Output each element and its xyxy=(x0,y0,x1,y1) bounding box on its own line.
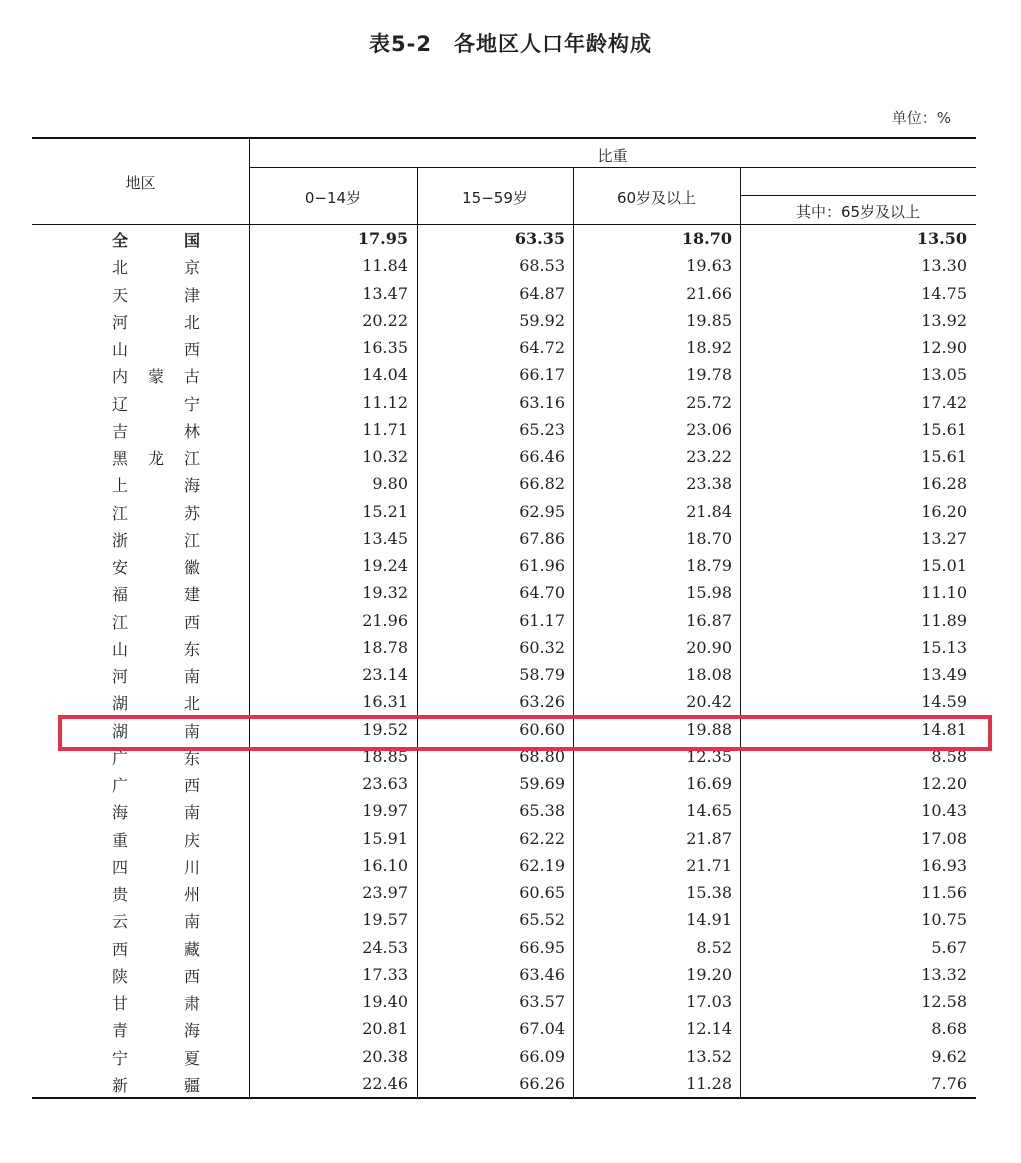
region-name: 辽宁 xyxy=(112,394,200,414)
table-row xyxy=(32,417,976,444)
value-cell: 65.38 xyxy=(519,801,565,821)
value-cell: 19.40 xyxy=(362,992,408,1011)
value-cell: 13.27 xyxy=(921,528,967,548)
table-row xyxy=(32,689,976,716)
region-name: 新疆 xyxy=(112,1075,200,1095)
table-row xyxy=(32,608,976,635)
value-cell: 13.32 xyxy=(921,964,967,984)
value-cell: 14.59 xyxy=(921,692,967,712)
value-cell: 13.30 xyxy=(921,256,967,276)
value-cell: 61.96 xyxy=(519,556,565,575)
value-cell: 66.26 xyxy=(519,1073,565,1093)
table-row xyxy=(32,907,976,934)
region-name: 贵州 xyxy=(112,885,200,904)
value-cell: 21.66 xyxy=(686,283,732,303)
value-cell: 18.08 xyxy=(686,665,732,684)
value-cell: 10.43 xyxy=(921,801,967,821)
value-cell: 23.14 xyxy=(362,665,408,684)
group-header-rule xyxy=(249,167,976,168)
value-cell: 18.70 xyxy=(686,528,732,548)
value-cell: 11.89 xyxy=(921,610,967,630)
value-cell: 66.17 xyxy=(519,365,565,385)
table-row xyxy=(32,962,976,989)
table-row xyxy=(32,362,976,389)
table-row xyxy=(32,471,976,498)
region-name: 浙江 xyxy=(112,530,200,550)
value-cell: 14.75 xyxy=(921,283,967,303)
value-cell: 11.56 xyxy=(921,883,967,902)
table-row xyxy=(32,526,976,553)
value-cell: 16.69 xyxy=(686,774,732,793)
value-cell: 12.58 xyxy=(921,992,967,1011)
value-cell: 15.61 xyxy=(921,419,967,439)
table-row xyxy=(32,253,976,280)
value-cell: 9.62 xyxy=(931,1046,967,1066)
value-cell: 20.22 xyxy=(362,310,408,330)
value-cell: 11.28 xyxy=(686,1073,732,1093)
value-cell: 64.72 xyxy=(519,338,565,357)
value-cell: 23.22 xyxy=(686,447,732,466)
value-cell: 13.52 xyxy=(686,1046,732,1066)
table-row xyxy=(32,444,976,471)
value-cell: 60.65 xyxy=(519,883,565,902)
region-name: 山东 xyxy=(112,639,200,659)
value-cell: 59.92 xyxy=(519,310,565,330)
value-cell: 13.92 xyxy=(921,310,967,330)
table-row xyxy=(32,880,976,907)
value-cell: 62.95 xyxy=(519,501,565,521)
value-cell: 12.20 xyxy=(921,774,967,793)
value-cell: 15.98 xyxy=(686,583,732,603)
value-cell: 19.24 xyxy=(362,556,408,575)
value-cell: 10.75 xyxy=(921,910,967,930)
unit-label: 单位：% xyxy=(891,109,951,127)
value-cell: 65.52 xyxy=(519,910,565,930)
value-cell: 66.82 xyxy=(519,474,565,494)
table-row xyxy=(32,308,976,335)
value-cell: 10.32 xyxy=(362,447,408,466)
value-cell: 21.84 xyxy=(686,501,732,521)
value-cell: 11.10 xyxy=(921,583,967,603)
value-cell: 15.13 xyxy=(921,637,967,657)
value-cell: 23.38 xyxy=(686,474,732,494)
value-cell: 25.72 xyxy=(686,392,732,412)
table-row xyxy=(32,826,976,853)
value-cell: 20.90 xyxy=(686,637,732,657)
value-cell: 19.63 xyxy=(686,256,732,276)
region-name: 上海 xyxy=(112,476,200,496)
value-cell: 63.57 xyxy=(519,992,565,1011)
header-group: 比重 xyxy=(597,147,628,165)
table-header-rule xyxy=(32,224,976,225)
region-name: 四川 xyxy=(112,857,200,877)
value-cell: 23.63 xyxy=(362,774,408,793)
value-cell: 13.50 xyxy=(916,229,967,248)
value-cell: 18.78 xyxy=(362,637,408,657)
region-name: 黑龙江 xyxy=(112,449,200,468)
value-cell: 8.52 xyxy=(696,937,732,957)
value-cell: 19.78 xyxy=(686,365,732,385)
region-name: 广东 xyxy=(112,748,200,768)
value-cell: 21.96 xyxy=(362,610,408,630)
region-name: 宁夏 xyxy=(112,1048,200,1068)
region-name: 福建 xyxy=(112,585,200,605)
value-cell: 13.47 xyxy=(362,283,408,303)
table-row xyxy=(32,499,976,526)
value-cell: 7.76 xyxy=(931,1073,967,1093)
value-cell: 15.91 xyxy=(362,828,408,848)
value-cell: 19.88 xyxy=(686,719,732,739)
value-cell: 8.68 xyxy=(931,1019,967,1039)
value-cell: 58.79 xyxy=(519,665,565,684)
value-cell: 19.20 xyxy=(686,964,732,984)
value-cell: 20.42 xyxy=(686,692,732,712)
value-cell: 18.92 xyxy=(686,338,732,357)
value-cell: 13.05 xyxy=(921,365,967,385)
value-cell: 66.09 xyxy=(519,1046,565,1066)
value-cell: 64.70 xyxy=(519,583,565,603)
value-cell: 17.33 xyxy=(362,964,408,984)
region-name: 陕西 xyxy=(112,966,200,986)
value-cell: 23.06 xyxy=(686,419,732,439)
value-cell: 16.28 xyxy=(921,474,967,494)
table-row xyxy=(32,580,976,607)
value-cell: 17.08 xyxy=(921,828,967,848)
subgroup-header-rule xyxy=(740,195,976,196)
value-cell: 65.23 xyxy=(519,419,565,439)
region-name: 河南 xyxy=(112,667,200,686)
table-row xyxy=(32,1071,976,1098)
table-row xyxy=(32,390,976,417)
table-row xyxy=(32,335,976,362)
value-cell: 60.60 xyxy=(519,719,565,739)
value-cell: 20.81 xyxy=(362,1019,408,1039)
table-row xyxy=(32,635,976,662)
table-row xyxy=(32,771,976,798)
value-cell: 19.97 xyxy=(362,801,408,821)
value-cell: 63.26 xyxy=(519,692,565,712)
value-cell: 15.01 xyxy=(921,556,967,575)
region-name: 天津 xyxy=(112,285,200,305)
region-name: 北京 xyxy=(112,258,200,278)
value-cell: 15.38 xyxy=(686,883,732,902)
table-row xyxy=(32,662,976,689)
value-cell: 17.95 xyxy=(357,229,408,248)
value-cell: 62.22 xyxy=(519,828,565,848)
value-cell: 19.52 xyxy=(362,719,408,739)
value-cell: 18.79 xyxy=(686,556,732,575)
region-name: 山西 xyxy=(112,340,200,359)
region-name: 河北 xyxy=(112,312,200,332)
value-cell: 16.31 xyxy=(362,692,408,712)
region-name: 重庆 xyxy=(112,830,200,850)
value-cell: 67.86 xyxy=(519,528,565,548)
value-cell: 8.58 xyxy=(931,746,967,766)
region-name: 西藏 xyxy=(112,939,200,959)
value-cell: 16.35 xyxy=(362,338,408,357)
table-row xyxy=(32,553,976,580)
value-cell: 18.85 xyxy=(362,746,408,766)
value-cell: 59.69 xyxy=(519,774,565,793)
value-cell: 16.20 xyxy=(921,501,967,521)
value-cell: 11.71 xyxy=(362,419,408,439)
value-cell: 63.16 xyxy=(519,392,565,412)
table-row xyxy=(32,935,976,962)
value-cell: 67.04 xyxy=(519,1019,565,1039)
value-cell: 13.45 xyxy=(362,528,408,548)
value-cell: 11.84 xyxy=(362,256,408,276)
value-cell: 14.91 xyxy=(686,910,732,930)
region-name: 广西 xyxy=(112,776,200,795)
value-cell: 18.70 xyxy=(681,229,732,248)
value-cell: 21.87 xyxy=(686,828,732,848)
value-cell: 68.80 xyxy=(519,746,565,766)
value-cell: 19.85 xyxy=(686,310,732,330)
value-cell: 61.17 xyxy=(519,610,565,630)
region-name: 内蒙古 xyxy=(112,367,200,387)
region-name: 江西 xyxy=(112,612,200,632)
value-cell: 66.46 xyxy=(519,447,565,466)
value-cell: 16.10 xyxy=(362,855,408,875)
value-cell: 66.95 xyxy=(519,937,565,957)
region-name: 湖北 xyxy=(112,694,200,714)
value-cell: 60.32 xyxy=(519,637,565,657)
value-cell: 9.80 xyxy=(372,474,408,494)
value-cell: 20.38 xyxy=(362,1046,408,1066)
region-name: 江苏 xyxy=(112,503,200,523)
region-name: 青海 xyxy=(112,1021,200,1041)
value-cell: 64.87 xyxy=(519,283,565,303)
value-cell: 14.81 xyxy=(921,719,967,739)
table-top-rule xyxy=(32,137,976,139)
value-cell: 15.61 xyxy=(921,447,967,466)
header-age-60-plus: 60岁及以上 xyxy=(616,189,697,207)
header-age-0-14: 0−14岁 xyxy=(304,189,362,207)
value-cell: 68.53 xyxy=(519,256,565,276)
value-cell: 22.46 xyxy=(362,1073,408,1093)
value-cell: 11.12 xyxy=(362,392,408,412)
value-cell: 13.49 xyxy=(921,665,967,684)
value-cell: 24.53 xyxy=(362,937,408,957)
table-title: 表5-2 各地区人口年龄构成 xyxy=(369,32,652,56)
value-cell: 19.57 xyxy=(362,910,408,930)
header-region: 地区 xyxy=(125,174,156,192)
table-row xyxy=(32,853,976,880)
table-row xyxy=(32,1016,976,1043)
region-name: 云南 xyxy=(112,912,200,932)
value-cell: 12.14 xyxy=(686,1019,732,1039)
value-cell: 14.65 xyxy=(686,801,732,821)
value-cell: 19.32 xyxy=(362,583,408,603)
table-row xyxy=(32,989,976,1016)
header-age-15-59: 15−59岁 xyxy=(462,189,528,207)
region-name: 甘肃 xyxy=(112,994,200,1013)
region-name: 安徽 xyxy=(112,558,200,577)
value-cell: 21.71 xyxy=(686,855,732,875)
value-cell: 14.04 xyxy=(362,365,408,385)
value-cell: 16.93 xyxy=(921,855,967,875)
value-cell: 63.46 xyxy=(519,964,565,984)
table-row xyxy=(32,798,976,825)
value-cell: 23.97 xyxy=(362,883,408,902)
value-cell: 12.35 xyxy=(686,746,732,766)
value-cell: 5.67 xyxy=(931,937,967,957)
region-name: 湖南 xyxy=(112,721,200,741)
value-cell: 17.03 xyxy=(686,992,732,1011)
region-name: 全国 xyxy=(112,231,200,250)
value-cell: 12.90 xyxy=(921,338,967,357)
table-row xyxy=(32,281,976,308)
table-row xyxy=(32,1044,976,1071)
value-cell: 16.87 xyxy=(686,610,732,630)
region-name: 吉林 xyxy=(112,421,200,441)
value-cell: 62.19 xyxy=(519,855,565,875)
value-cell: 15.21 xyxy=(362,501,408,521)
header-age-65-plus: 其中：65岁及以上 xyxy=(795,203,921,221)
value-cell: 17.42 xyxy=(921,392,967,412)
region-name: 海南 xyxy=(112,803,200,823)
highlight-box xyxy=(58,715,992,751)
table-row xyxy=(32,226,976,253)
value-cell: 63.35 xyxy=(514,229,565,248)
